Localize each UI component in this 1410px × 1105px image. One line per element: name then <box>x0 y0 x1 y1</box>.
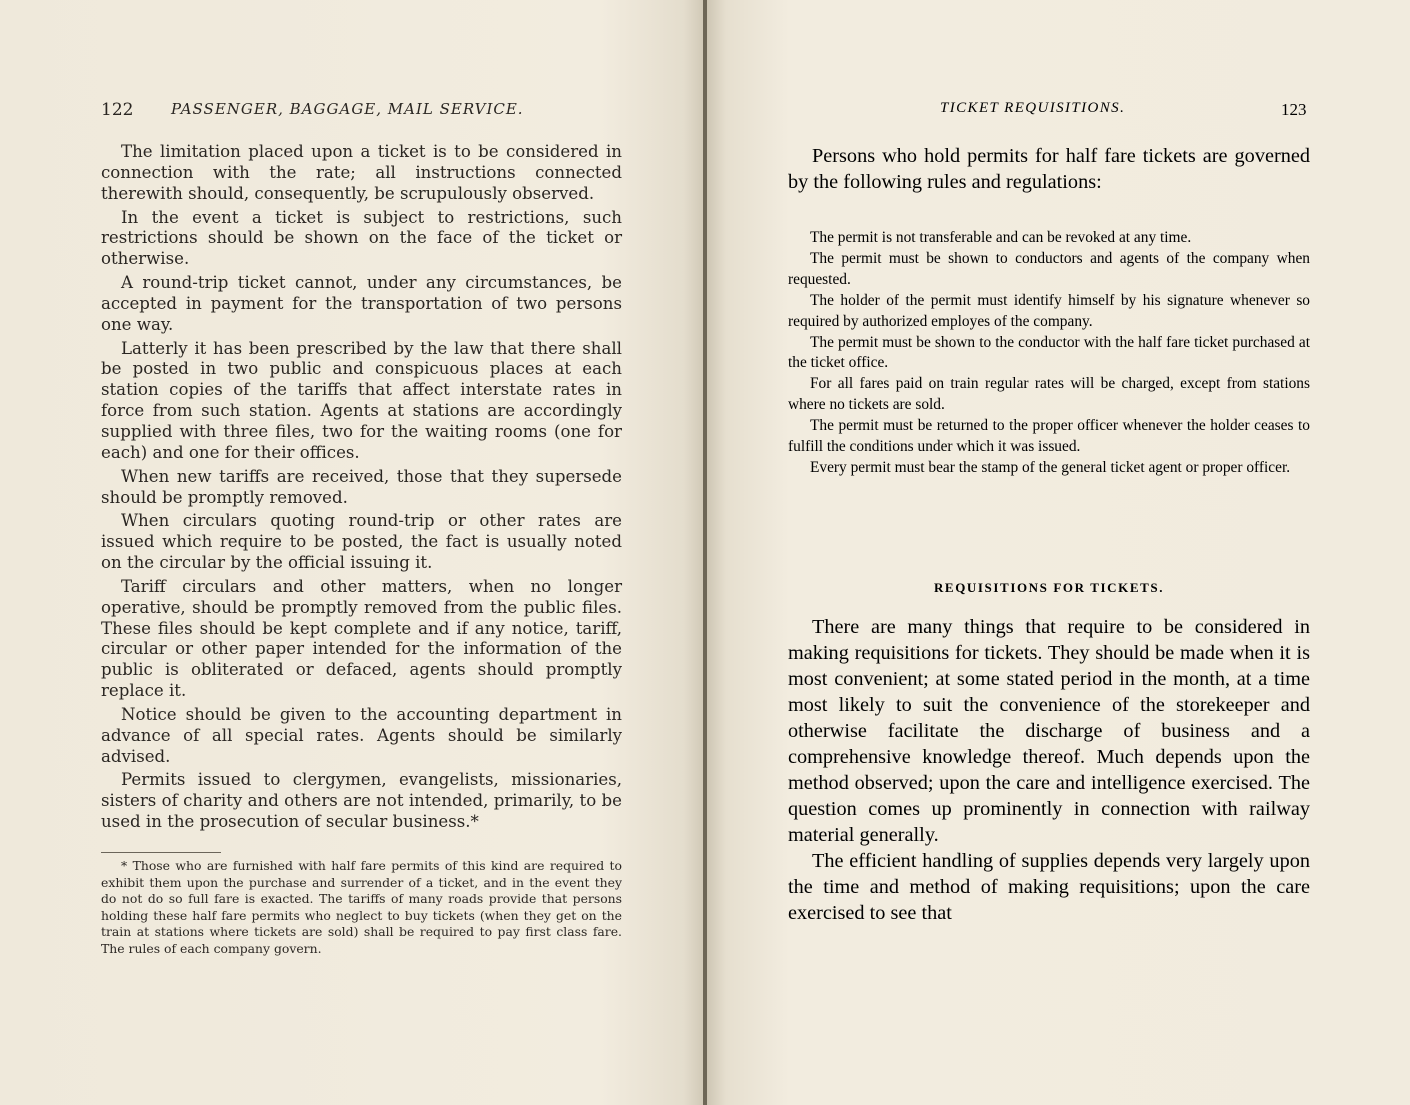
footnote: * Those who are furnished with half fare permits of this kind are required to exhibit them upon the purchase and surrender of a ticket, and in the event they do not do so full fare is exacted. The tariffs of many roads provide that persons holding these half fare permits who neglect to buy tickets (when they get on the train at stations where tickets are sold) shall be required to pay first class fare. The rules of each company govern. <box>101 858 622 956</box>
rule-item: The permit must be shown to the conductor with the half fare ticket purchased at the ticket office. <box>788 333 1310 372</box>
paragraph: In the event a ticket is subject to restrictions, such restrictions should be shown on the face of the ticket or otherwise. <box>101 207 622 269</box>
paragraph: Permits issued to clergymen, evangelists, missionaries, sisters of charity and others are not intended, primarily, to be used in the prosecution of secular business.* <box>101 770 622 832</box>
paragraph: Tariff circulars and other matters, when no longer operative, should be promptly removed from the public files. These files should be kept complete and if any notice, tariff, circular or other paper intended for the information of the public is obliterated or defaced, agents should promptly replace it. <box>101 576 622 701</box>
page-number-left: 122 <box>101 100 134 120</box>
section-heading: REQUISITIONS FOR TICKETS. <box>933 580 1165 595</box>
paragraph: Notice should be given to the accounting department in advance of all special rates. Agents should be similarly advised. <box>101 704 622 766</box>
rule-item: The permit is not transferable and can be revoked at any time. <box>810 229 1192 246</box>
requisitions-body <box>788 614 1310 926</box>
footnote-divider <box>101 852 221 853</box>
left-page-body <box>101 142 622 836</box>
paragraph: Latterly it has been prescribed by the law that there shall be posted in two public and conspicuous places at each station copies of the tariffs that affect interstate rates in force from such station. Agents at stations are accordingly supplied with three files, two for the waiting rooms (one for each) and one for their offices. <box>101 338 622 462</box>
rule-item: For all fares paid on train regular rates will be charged, except from stations where no tickets are sold. <box>788 375 1310 414</box>
paragraph: When new tariffs are received, those that they supersede should be promptly removed. <box>101 466 622 507</box>
running-head-right: TICKET REQUISITIONS. <box>940 100 1126 116</box>
paragraph: The limitation placed upon a ticket is to be considered in connection with the rate; all instructions connected therewith should, consequently, be scrupulously observed. <box>101 142 622 203</box>
rule-item: The holder of the permit must identify himself by his signature whenever so required by authorized employes of the company. <box>788 291 1310 330</box>
paragraph: When circulars quoting round-trip or other rates are issued which require to be posted, the fact is usually noted on the circular by the official issuing it. <box>101 511 622 573</box>
intro-paragraph: Persons who hold permits for half fare tickets are governed by the following rules and regulations: <box>788 145 1310 193</box>
permit-intro <box>788 143 1310 195</box>
permit-rules <box>788 228 1310 479</box>
rule-item: Every permit must bear the stamp of the general ticket agent or proper officer. <box>810 458 1291 476</box>
rule-item: The permit must be returned to the proper officer whenever the holder ceases to fulfill the conditions under which it was issued. <box>788 417 1310 456</box>
rule-item: The permit must be shown to conductors and agents of the company when requested. <box>788 249 1310 288</box>
paragraph: A round-trip ticket cannot, under any circumstances, be accepted in payment for the transportation of two persons one way. <box>101 273 622 334</box>
running-head-left: PASSENGER, BAGGAGE, MAIL SERVICE. <box>171 100 524 118</box>
page-number-right: 123 <box>1281 100 1307 119</box>
paragraph: The efficient handling of supplies depends very largely upon the time and method of making requisitions; upon the care exercised to see that <box>788 850 1310 924</box>
book-gutter <box>703 0 707 1105</box>
paragraph: There are many things that require to be considered in making requisitions for tickets. They should be made when it is most convenient; at some stated period in the month, at a time most likely to suit the convenience of the storekeeper and otherwise facilitate the discharge of business and a comprehensive knowledge thereof. Much depends upon the method observed; upon the care and intelligence exercised. The question comes up prominently in connection with railway material generally. <box>788 616 1310 846</box>
